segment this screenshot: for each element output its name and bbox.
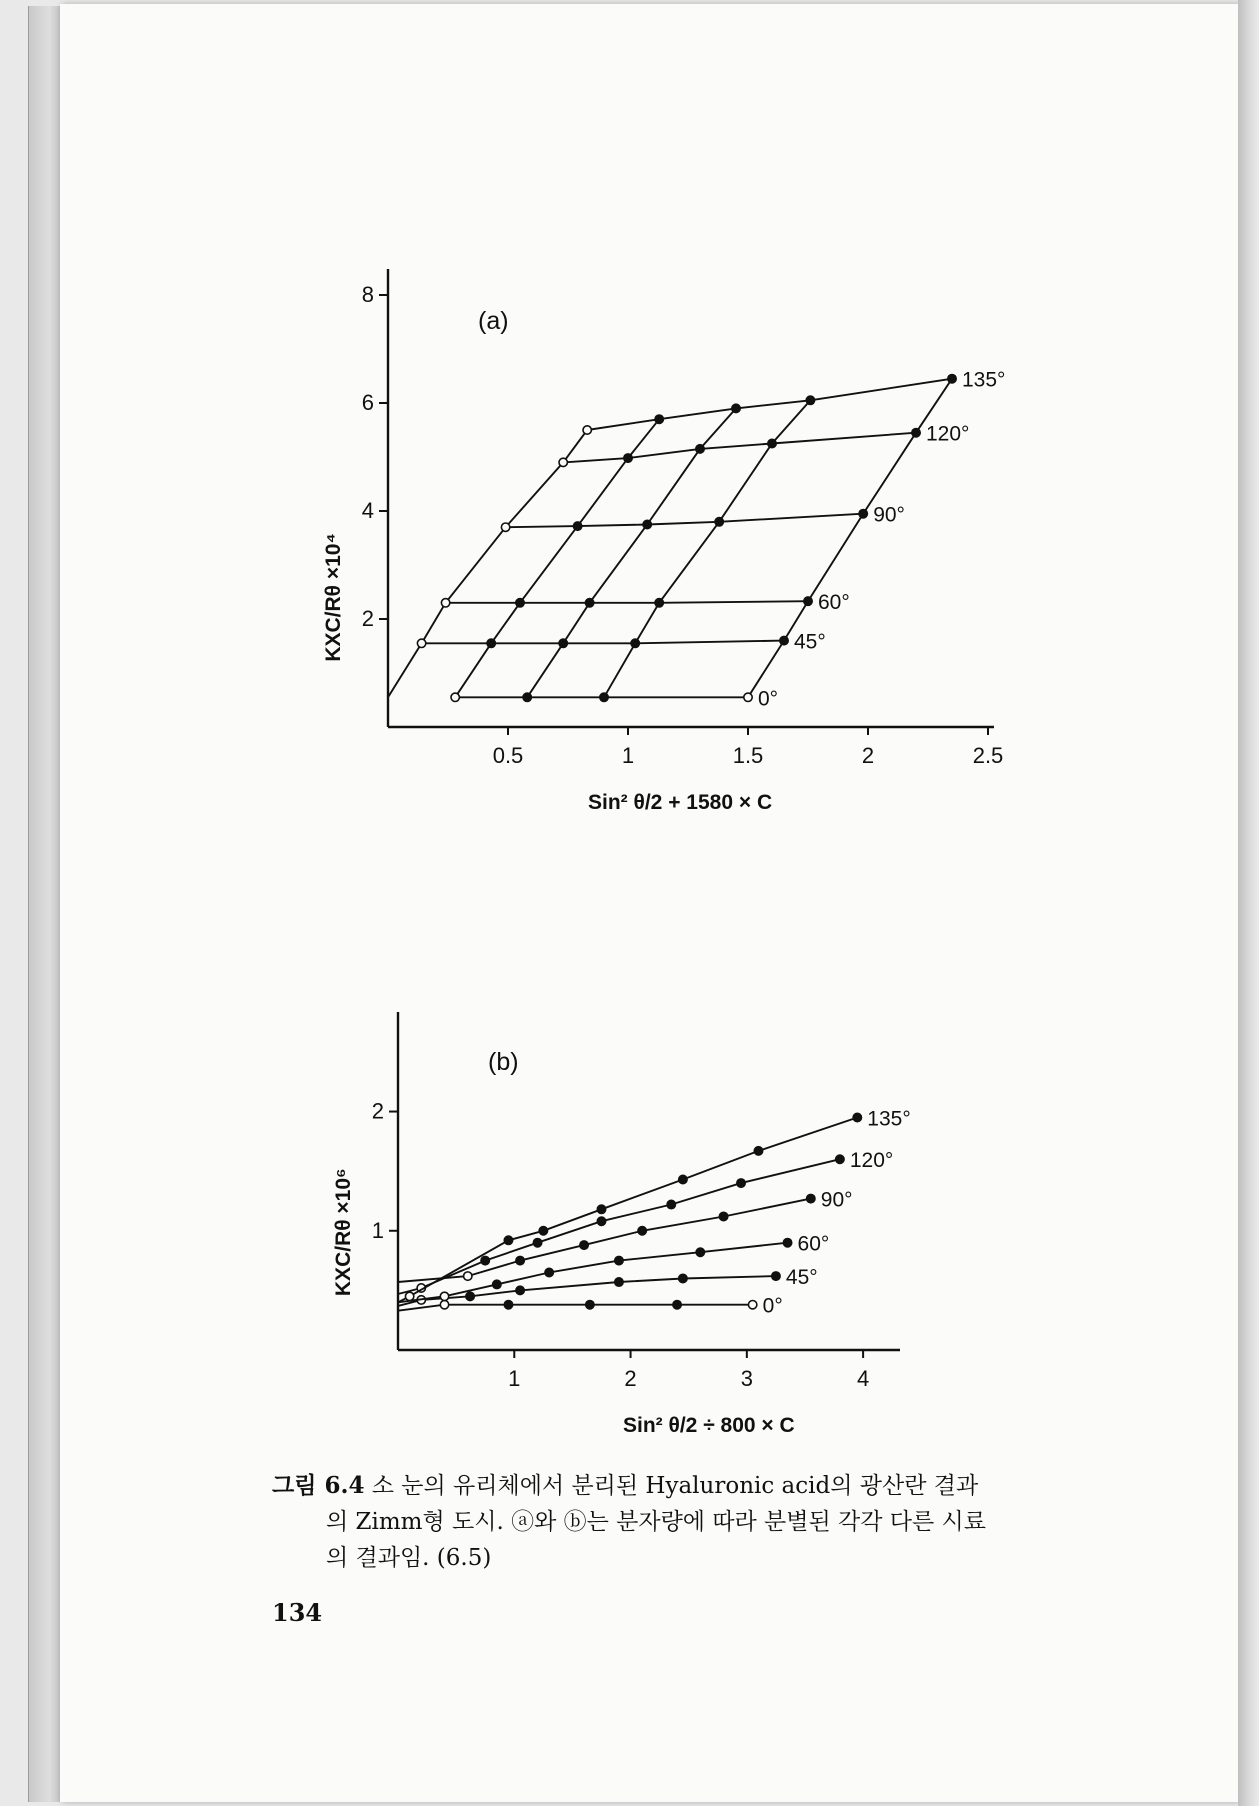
undefined-y-axis-label: KXC/Rθ ×10⁴ [322, 533, 345, 662]
undefined-data-point [615, 1256, 623, 1264]
undefined-x-tick-label: 1 [508, 1366, 521, 1391]
undefined-x-axis-label: Sin² θ/2 ÷ 800 × C [623, 1414, 795, 1437]
undefined-x-tick-label: 2.5 [972, 743, 1004, 768]
undefined-angle-line [506, 514, 864, 528]
undefined-y-tick-label: 2 [371, 1098, 384, 1124]
undefined-concentration-line [604, 400, 810, 697]
undefined-data-point [696, 1248, 704, 1256]
undefined-angle-label: 135° [962, 368, 1006, 392]
undefined-data-point [600, 693, 608, 701]
undefined-y-tick-label: 1 [371, 1217, 384, 1243]
undefined-data-point [948, 375, 956, 383]
undefined-data-point [853, 1113, 861, 1121]
undefined-data-point [679, 1274, 687, 1282]
undefined-data-point [673, 1300, 681, 1308]
undefined-data-point [804, 597, 812, 605]
undefined-data-point [780, 636, 788, 644]
chart-b-marks [332, 1012, 911, 1437]
undefined-data-point [501, 523, 509, 531]
undefined-data-point [466, 1292, 474, 1300]
undefined-angle-label: 45° [785, 1266, 818, 1290]
undefined-data-point [859, 510, 867, 518]
undefined-data-point [748, 1300, 756, 1308]
book-spine [28, 6, 63, 1802]
undefined-data-point [417, 639, 425, 647]
undefined-data-point [597, 1205, 605, 1213]
undefined-data-point [643, 520, 651, 528]
undefined-data-point [464, 1272, 472, 1280]
undefined-data-point [807, 1194, 815, 1202]
undefined-concentration-line [388, 430, 587, 697]
undefined-data-point [732, 404, 740, 412]
undefined-concentration-line [748, 379, 952, 698]
undefined-angle-line [398, 1305, 753, 1311]
undefined-data-point [440, 1300, 448, 1308]
undefined-data-point [638, 1227, 646, 1235]
undefined-x-tick-label: 2 [861, 743, 875, 768]
undefined-angle-label: 90° [873, 503, 905, 527]
undefined-angle-label: 90° [820, 1188, 853, 1212]
undefined-data-point [504, 1300, 512, 1308]
undefined-data-point [772, 1272, 780, 1280]
undefined-angle-label: 135° [867, 1107, 911, 1131]
caption-label: 그림 6.4 [272, 1472, 365, 1499]
undefined-data-point [504, 1236, 512, 1244]
undefined-data-point [493, 1280, 501, 1288]
undefined-data-point [836, 1155, 844, 1163]
undefined-angle-label: 0° [758, 687, 779, 711]
undefined-data-point [754, 1147, 762, 1155]
caption-line-3: 의 결과임. (6.5) [326, 1545, 492, 1571]
undefined-data-point [667, 1200, 675, 1208]
undefined-data-point [655, 415, 663, 423]
undefined-panel-label: (a) [478, 307, 509, 335]
undefined-y-tick-label: 8 [361, 282, 374, 307]
undefined-data-point [533, 1238, 541, 1246]
undefined-panel-label: (b) [488, 1048, 519, 1076]
undefined-angle-label: 120° [849, 1149, 894, 1173]
undefined-x-axis-label: Sin² θ/2 + 1580 × C [588, 791, 773, 814]
undefined-data-point [783, 1238, 791, 1246]
undefined-data-point [516, 1256, 524, 1264]
undefined-angle-label: 60° [797, 1232, 830, 1256]
undefined-angle-line [446, 601, 808, 603]
undefined-x-tick-label: 1.5 [732, 743, 764, 768]
undefined-data-point [615, 1278, 623, 1286]
undefined-data-point [597, 1217, 605, 1225]
undefined-data-point [523, 693, 531, 701]
undefined-data-point [585, 599, 593, 607]
undefined-y-tick-label: 2 [361, 606, 374, 631]
undefined-y-tick-label: 6 [361, 390, 374, 415]
undefined-x-tick-label: 1 [621, 743, 635, 768]
undefined-data-point [912, 429, 920, 437]
undefined-data-point [583, 426, 591, 434]
chart-a [300, 260, 1020, 820]
undefined-data-point [586, 1300, 594, 1308]
undefined-data-point [631, 639, 639, 647]
undefined-data-point [559, 458, 567, 466]
undefined-angle-label: 120° [926, 422, 970, 446]
undefined-data-point [715, 518, 723, 526]
undefined-angle-line [422, 641, 784, 644]
undefined-data-point [516, 1286, 524, 1294]
undefined-data-point [516, 599, 524, 607]
undefined-data-point [744, 693, 752, 701]
undefined-data-point [624, 454, 632, 462]
caption-line-2: 의 Zimm형 도시. ⓐ와 ⓑ는 분자량에 따라 분별된 각각 다른 시료 [326, 1509, 986, 1535]
undefined-angle-label: 60° [818, 591, 850, 615]
chart-b [300, 920, 1020, 1450]
undefined-angle-line [587, 379, 952, 430]
undefined-data-point [806, 396, 814, 404]
undefined-data-point [655, 599, 663, 607]
undefined-angle-label: 45° [794, 630, 826, 654]
undefined-data-point [679, 1175, 687, 1183]
undefined-data-point [768, 439, 776, 447]
page-number: 134 [272, 1598, 323, 1627]
undefined-y-axis-label: KXC/Rθ ×10⁶ [332, 1168, 355, 1297]
undefined-angle-line [563, 433, 916, 463]
undefined-data-point [545, 1268, 553, 1276]
caption-line-1: 소 눈의 유리체에서 분리된 Hyaluronic acid의 광산란 결과 [371, 1473, 979, 1499]
chart-a-marks [322, 269, 1005, 814]
undefined-data-point [539, 1227, 547, 1235]
undefined-data-point [559, 639, 567, 647]
undefined-data-point [405, 1292, 413, 1300]
undefined-data-point [451, 693, 459, 701]
undefined-data-point [573, 522, 581, 530]
undefined-data-point [481, 1256, 489, 1264]
undefined-x-tick-label: 0.5 [492, 743, 524, 768]
undefined-angle-label: 0° [762, 1294, 783, 1318]
undefined-x-tick-label: 4 [856, 1366, 870, 1391]
undefined-data-point [580, 1241, 588, 1249]
page-edge [1238, 0, 1259, 1806]
undefined-data-point [696, 445, 704, 453]
undefined-x-tick-label: 3 [740, 1366, 753, 1391]
undefined-data-point [441, 599, 449, 607]
undefined-x-tick-label: 2 [624, 1366, 637, 1391]
undefined-data-point [440, 1292, 448, 1300]
undefined-data-point [487, 639, 495, 647]
figure-caption [272, 1468, 1092, 1576]
undefined-data-point [719, 1212, 727, 1220]
undefined-y-tick-label: 4 [361, 498, 374, 523]
undefined-data-point [737, 1179, 745, 1187]
